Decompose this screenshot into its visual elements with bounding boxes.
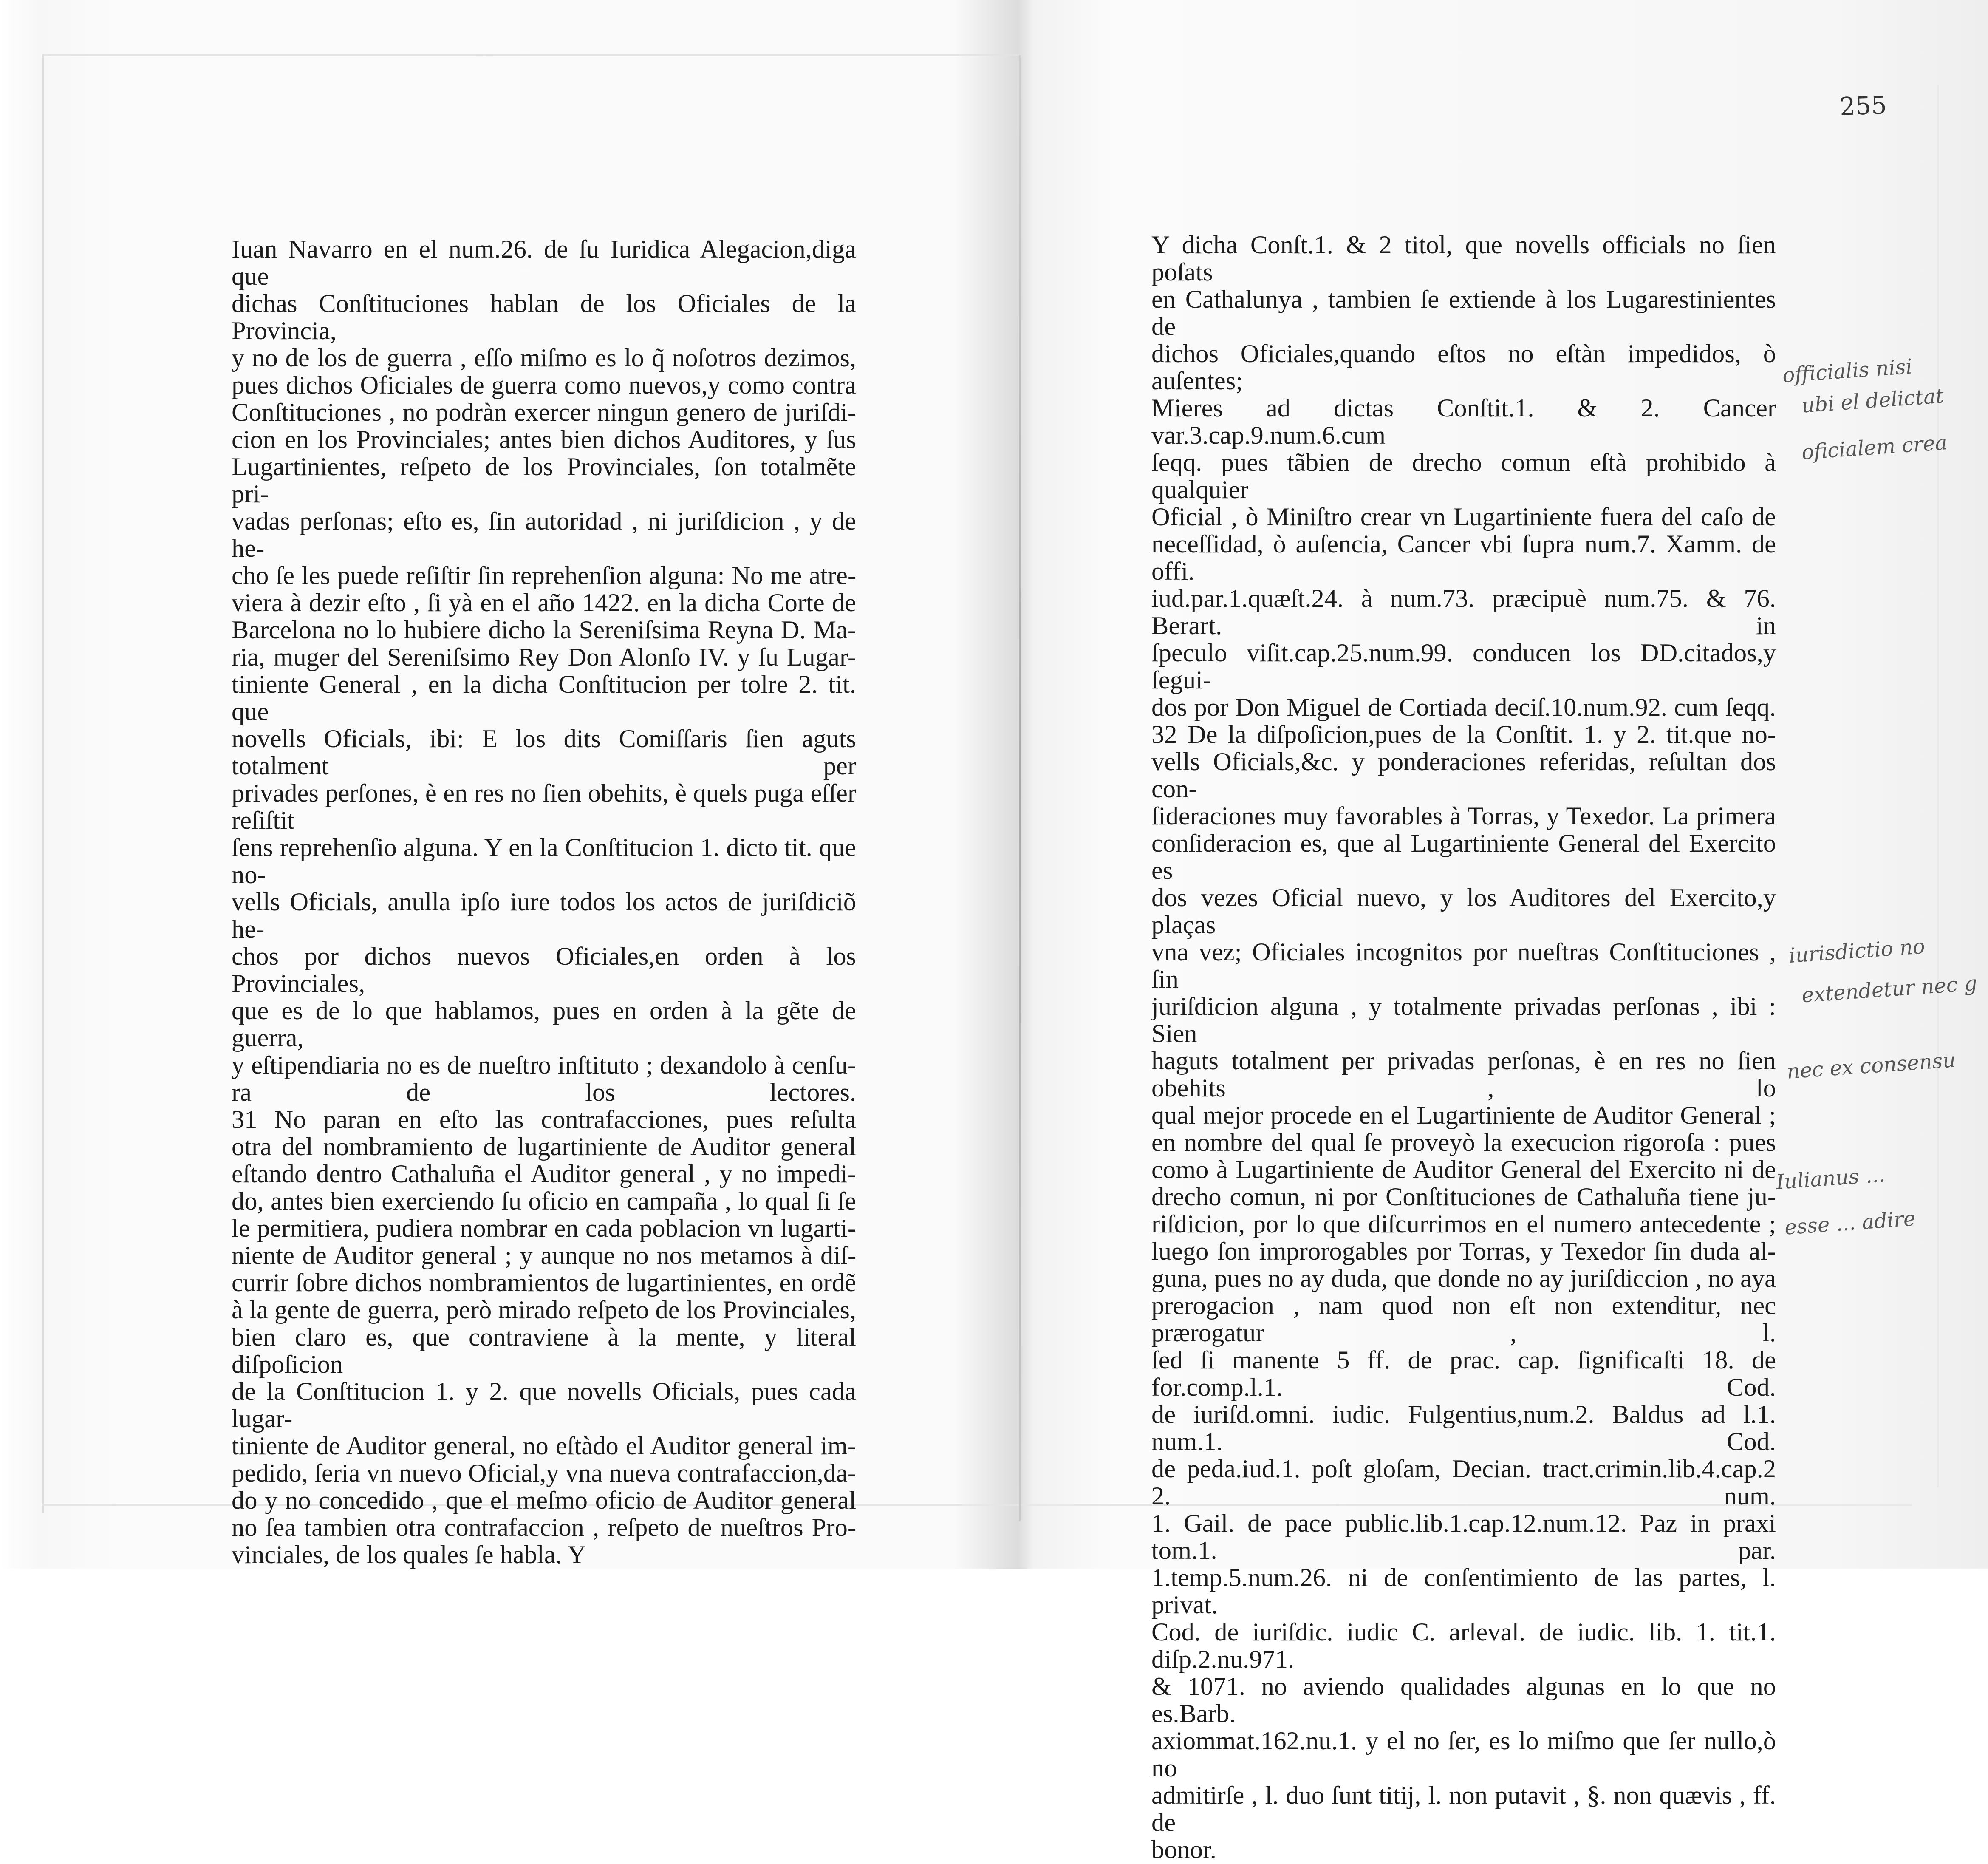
text-line: tiniente de Auditor general, no eſtàdo el Auditor general im-	[232, 1432, 856, 1460]
marginal-note: iurisdictio no	[1788, 934, 1926, 968]
text-line: de la Conſtitucion 1. y 2. que novells Oficials, pues cada lugar-	[232, 1377, 856, 1433]
text-line: no ſea tambien otra contrafaccion , reſpeto de nueſtros Pro-	[232, 1513, 856, 1542]
text-line: vadas perſonas; eſto es, ſin autoridad , ni juriſdicion , y de he-	[232, 507, 856, 563]
text-line: dichos Oficiales,quando eſtos no eſtàn impedidos, ò auſentes;	[1151, 340, 1776, 395]
text-line: bonor.	[1151, 1836, 1216, 1864]
text-line: otra del nombramiento de lugartiniente de Auditor general	[232, 1133, 856, 1161]
left-page-text	[232, 236, 856, 1569]
text-line: dos vezes Oficial nuevo, y los Auditores del Exercito,y plaças	[1151, 884, 1776, 939]
marginal-note: extendetur nec g	[1801, 971, 1978, 1008]
text-line: le permitiera, pudiera nombrar en cada poblacion vn lugarti-	[232, 1214, 856, 1243]
text-line: conſideracion es, que al Lugartiniente General del Exercito es	[1151, 829, 1776, 885]
text-line: juriſdicion alguna , y totalmente privadas perſonas , ibi : Sien	[1151, 992, 1776, 1048]
page-edge	[42, 54, 1019, 56]
text-line: vinciales, de los quales ſe habla. Y	[232, 1541, 586, 1569]
text-line: ria, muger del Sereniſsimo Rey Don Alonſo IV. y ſu Lugar-	[232, 643, 856, 671]
page-edge	[42, 55, 44, 1513]
text-line: Mieres ad dictas Conſtit.1. & 2. Cancer var.3.cap.9.num.6.cum	[1151, 394, 1776, 450]
text-line: guna, pues no ay duda, que donde no ay juriſdiccion , no aya	[1151, 1264, 1776, 1293]
text-line: de peda.iud.1. poſt gloſam, Decian. tract.crimin.lib.4.cap.2 2. num.	[1151, 1455, 1776, 1510]
text-line: en nombre del qual ſe proveyò la execucion rigoroſa : pues	[1151, 1128, 1776, 1157]
text-line: 31 No paran en eſto las contrafacciones, pues reſulta	[232, 1105, 856, 1134]
book-gutter	[1019, 55, 1021, 1521]
text-line: axiommat.162.nu.1. y el no ſer, es lo miſmo que ſer nullo,ò no	[1151, 1727, 1776, 1782]
text-line: luego ſon improrogables por Torras, y Texedor ſin duda al-	[1151, 1237, 1776, 1266]
marginal-note: oficialem crea	[1801, 431, 1948, 465]
text-line: iud.par.1.quæſt.24. à num.73. præcipuè num.75. & 76. Berart. in	[1151, 584, 1776, 640]
text-line: 32 De la diſpoſicion,pues de la Conſtit. 1. y 2. tit.que no-	[1151, 720, 1776, 749]
text-line: chos por dichos nuevos Oficiales,en orden à los Provinciales,	[232, 942, 856, 998]
text-line: pedido, ſeria vn nuevo Oficial,y vna nueva contrafaccion,da-	[232, 1459, 856, 1487]
text-line: ra de los lectores.	[232, 1078, 856, 1107]
page-edge	[1937, 85, 1939, 1487]
text-line: prerogacion , nam quod non eſt non extenditur, nec prærogatur , l.	[1151, 1292, 1776, 1347]
text-line: cho ſe les puede reſiſtir ſin reprehenſion alguna: No me atre-	[232, 561, 856, 590]
text-line: ſens reprehenſio alguna. Y en la Conſtitucion 1. dicto tit. que no-	[232, 833, 856, 889]
text-line: Barcelona no lo hubiere dicho la Sereniſsima Reyna D. Ma-	[232, 616, 856, 644]
text-line: 1.temp.5.num.26. ni de conſentimiento de las partes, l. privat.	[1151, 1564, 1776, 1619]
text-line: niente de Auditor general ; y aunque no nos metamos à diſ-	[232, 1241, 856, 1270]
text-line: y no de los de guerra , eſſo miſmo es lo q̃ noſotros dezimos,	[232, 344, 856, 372]
text-line: que es de lo que hablamos, pues en orden à la gẽte de guerra,	[232, 997, 856, 1052]
text-line: ſideraciones muy favorables à Torras, y Texedor. La primera	[1151, 802, 1776, 830]
text-line: viera à dezir eſto , ſi yà en el año 1422. en la dicha Corte de	[232, 589, 856, 617]
text-line: do y no concedido , que el meſmo oficio de Auditor general	[232, 1486, 856, 1515]
text-line: dos por Don Miguel de Cortiada deciſ.10.num.92. cum ſeqq.	[1151, 693, 1776, 722]
text-line: Y dicha Conſt.1. & 2 titol, que novells officials no ſien poſats	[1151, 231, 1776, 286]
text-line: tiniente General , en la dicha Conſtitucion per tolre 2. tit. que	[232, 670, 856, 726]
text-line: Conſtituciones , no podràn exercer ningun genero de juriſdi-	[232, 398, 856, 427]
text-line: Cod. de iuriſdic. iudic C. arleval. de iudic. lib. 1. tit.1. diſp.2.nu.971.	[1151, 1618, 1776, 1674]
text-line: como à Lugartiniente de Auditor General del Exercito ni de	[1151, 1156, 1776, 1184]
text-line: en Cathalunya , tambien ſe extiende à los Lugarestinientes de	[1151, 285, 1776, 341]
text-line: ſpeculo viſit.cap.25.num.99. conducen los DD.citados,y ſegui-	[1151, 639, 1776, 694]
text-line: ſeqq. pues tãbien de drecho comun eſtà prohibido à qualquier	[1151, 448, 1776, 504]
text-line: vells Oficials, anulla ipſo iure todos los actos de juriſdiciõ he-	[232, 888, 856, 943]
text-line: à la gente de guerra, però mirado reſpeto de los Provinciales,	[232, 1296, 856, 1324]
text-line: privades perſones, è en res no ſien obehits, è quels puga eſſer reſiſtit	[232, 779, 856, 835]
marginal-note: nec ex consensu	[1786, 1048, 1957, 1084]
text-line: novells Oficials, ibi: E los dits Comiſſaris ſien aguts totalment per	[232, 725, 856, 780]
text-line: qual mejor procede en el Lugartiniente de Auditor General ;	[1151, 1101, 1776, 1130]
text-line: pues dichos Oficiales de guerra como nuevos,y como contra	[232, 371, 856, 399]
text-line: bien claro es, que contraviene à la mente, y literal diſpoſicion	[232, 1323, 856, 1379]
text-line: do, antes bien exerciendo ſu oficio en campaña , lo qual ſi ſe	[232, 1187, 856, 1215]
text-line: Lugartinientes, reſpeto de los Provinciales, ſon totalmẽte pri-	[232, 453, 856, 508]
marginal-note: officialis nisi	[1782, 354, 1913, 388]
text-line: & 1071. no aviendo qualidades algunas en lo que no es.Barb.	[1151, 1672, 1776, 1728]
text-line: de iuriſd.omni. iudic. Fulgentius,num.2. Baldus ad l.1. num.1. Cod.	[1151, 1400, 1776, 1456]
text-line: dichas Conſtituciones hablan de los Oficiales de la Provincia,	[232, 289, 856, 345]
text-line: haguts totalment per privadas perſonas, è en res no ſien obehits , lo	[1151, 1047, 1776, 1102]
text-line: currir ſobre dichos nombramientos de lugartinientes, en ordẽ	[232, 1269, 856, 1297]
text-line: vells Oficials,&c. y ponderaciones referidas, reſultan dos con-	[1151, 748, 1776, 803]
marginal-note: ubi el delictat	[1801, 384, 1945, 418]
right-page-text	[1151, 232, 1776, 1864]
text-line: ſed ſi manente 5 ff. de prac. cap. ſignificaſti 18. de for.comp.l.1. Cod.	[1151, 1346, 1776, 1402]
text-line: 1. Gail. de pace public.lib.1.cap.12.num.12. Paz in praxi tom.1. par.	[1151, 1509, 1776, 1565]
marginal-note: esse ... adire	[1784, 1207, 1916, 1240]
text-line: neceſſidad, ò auſencia, Cancer vbi ſupra num.7. Xamm. de offi.	[1151, 530, 1776, 586]
text-line: eſtando dentro Cathaluña el Auditor general , y no impedi-	[232, 1160, 856, 1188]
folio-number: 255	[1839, 91, 1887, 121]
text-line: y eſtipendiaria no es de nueſtro inſtituto ; dexandolo à cenſu-	[232, 1051, 856, 1079]
text-line: admitirſe , l. duo ſunt titij, l. non putavit , §. non quævis , ff. de	[1151, 1781, 1776, 1837]
text-line: riſdicion, por lo que diſcurrimos en el numero antecedente ;	[1151, 1210, 1776, 1238]
text-line: Iuan Navarro en el num.26. de ſu Iuridica Alegacion,diga que	[232, 235, 856, 291]
text-line: Oficial , ò Miniſtro crear vn Lugartiniente fuera del caſo de	[1151, 503, 1776, 531]
text-line: cion en los Provinciales; antes bien dichos Auditores, y ſus	[232, 425, 856, 454]
text-line: drecho comun, ni por Conſtituciones de Cathaluña tiene ju-	[1151, 1183, 1776, 1211]
marginal-note: Iulianus ...	[1775, 1163, 1886, 1194]
text-line: vna vez; Oficiales incognitos por nueſtras Conſtituciones , ſin	[1151, 938, 1776, 994]
